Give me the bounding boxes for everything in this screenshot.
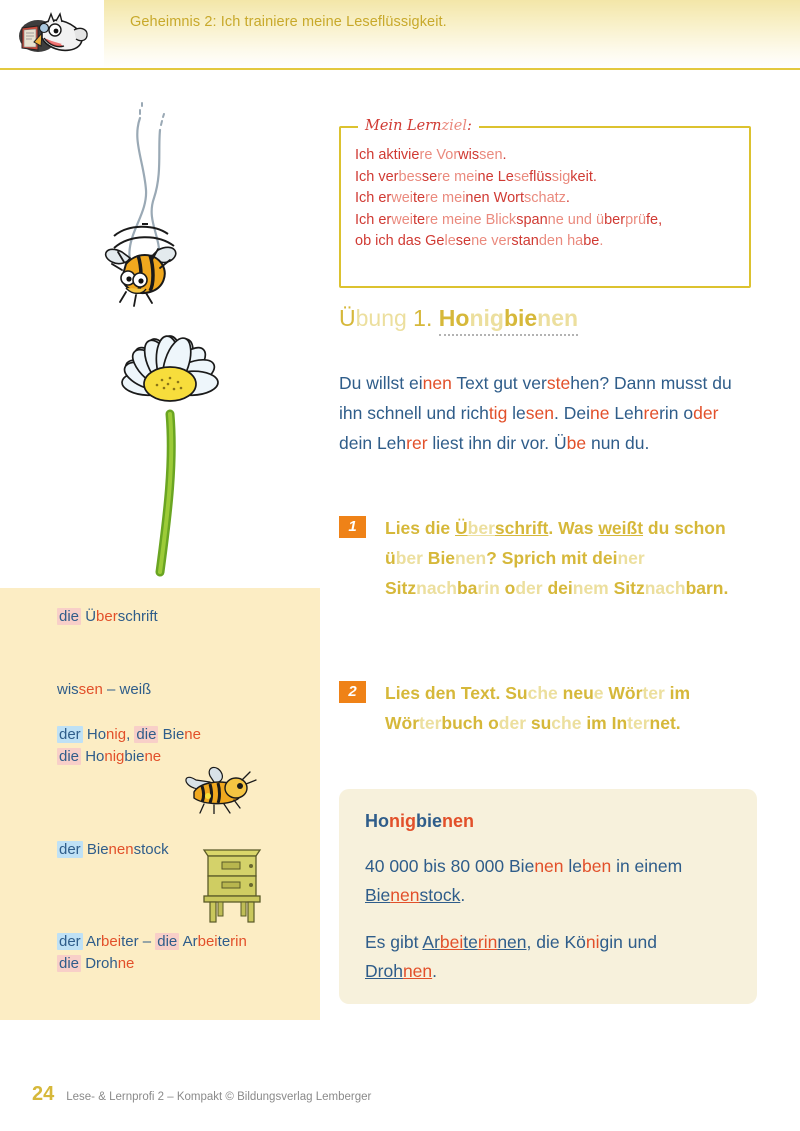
text-syllable: ne	[117, 955, 135, 972]
text-syllable: nen	[108, 841, 134, 858]
text-syllable: der	[498, 713, 526, 733]
text-syllable: stock	[419, 885, 461, 905]
text-syllable: der	[515, 578, 543, 598]
daisy-flower-illustration	[82, 322, 262, 584]
text-syllable: Es gibt	[365, 932, 423, 952]
text-syllable: tig	[488, 403, 508, 423]
text-syllable: .	[460, 885, 466, 905]
text-syllable: 1.	[406, 305, 439, 331]
text-syllable: nen	[422, 373, 452, 393]
text-syllable: stock	[133, 841, 169, 858]
text-syllable: schatz	[524, 190, 566, 206]
text-syllable: te	[413, 190, 426, 206]
text-syllable: ter –	[121, 933, 156, 950]
intro-paragraph	[339, 368, 744, 458]
text-syllable: – weiß	[102, 681, 152, 698]
vocabulary-entry	[57, 955, 134, 972]
text-syllable: nen	[455, 548, 487, 568]
text-syllable: .	[432, 961, 438, 981]
text-syllable: sen	[525, 403, 554, 423]
text-syllable: die	[59, 748, 80, 765]
learning-goal-line	[355, 145, 745, 167]
text-syllable: Ho	[81, 748, 105, 765]
text-syllable: ne	[589, 403, 610, 423]
text-syllable: nen	[497, 932, 527, 952]
page-footer	[32, 1083, 371, 1106]
flying-bee-illustration	[92, 92, 252, 320]
text-syllable: nach	[416, 578, 457, 598]
text-syllable: nen	[442, 811, 475, 831]
text-syllable: ne	[144, 748, 162, 765]
text-syllable: Lies die	[385, 518, 456, 538]
text-syllable: se	[455, 233, 472, 249]
mouse-reading-mascot-icon	[8, 6, 96, 62]
text-syllable: ? Sprich mit dei	[486, 548, 618, 568]
text-syllable: sen	[479, 147, 503, 163]
text-syllable: gin und	[599, 932, 657, 952]
vocabulary-panel	[0, 588, 320, 1020]
text-syllable: re Vor	[419, 147, 459, 163]
footer-copyright: Lese- & Lernprofi 2 – Kompakt © Bildungsverlag Lemberger	[66, 1091, 372, 1103]
text-syllable: der	[693, 403, 719, 423]
text-syllable: Ü	[455, 518, 468, 538]
text-syllable: bung	[355, 305, 407, 331]
learning-goal-line	[355, 210, 745, 232]
vocabulary-entry	[57, 681, 151, 698]
text-syllable: ber	[96, 608, 118, 625]
text-syllable: Ho	[82, 726, 107, 743]
text-syllable: Ich ver	[355, 168, 399, 185]
text-syllable: Ho	[438, 305, 470, 331]
text-syllable: rer	[406, 433, 428, 453]
text-syllable: Sitz	[608, 578, 645, 598]
text-syllable: Sitz	[385, 578, 417, 598]
mascot-illustration-box	[0, 0, 104, 68]
text-syllable: e	[593, 683, 604, 703]
vocabulary-entry	[57, 726, 201, 743]
learning-goal-line	[355, 188, 745, 210]
vocabulary-entry	[57, 841, 169, 858]
text-syllable: te	[463, 932, 478, 952]
text-syllable: wei	[391, 211, 414, 228]
text-syllable: buch o	[441, 713, 499, 733]
task-item-2	[339, 678, 749, 738]
text-syllable: ben	[582, 856, 612, 876]
text-syllable: che	[551, 713, 582, 733]
text-syllable: bes	[398, 168, 422, 185]
text-syllable: keit.	[570, 168, 597, 185]
exercise-heading	[339, 305, 578, 332]
text-syllable: se	[421, 168, 438, 185]
text-syllable: net.	[649, 713, 681, 733]
text-syllable: Droh	[81, 955, 118, 972]
text-syllable: Bie	[365, 885, 391, 905]
text-syllable: ne und ü	[547, 211, 605, 228]
text-syllable: ner	[617, 548, 645, 568]
text-syllable: nach	[644, 578, 686, 598]
text-syllable: bei	[101, 933, 122, 950]
text-syllable: be	[566, 433, 587, 453]
text-syllable: nen Wort	[465, 190, 524, 206]
task-number-badge-1: 1	[339, 516, 366, 538]
text-syllable: Ho	[365, 811, 389, 831]
text-syllable: .	[502, 147, 507, 163]
text-syllable: :	[467, 118, 472, 134]
task-text-1	[385, 513, 749, 603]
text-syllable: die	[59, 955, 80, 972]
reading-text-body	[365, 852, 731, 986]
vocabulary-entry	[57, 608, 158, 625]
text-syllable: re mei	[437, 168, 478, 185]
text-syllable: ber	[604, 211, 626, 228]
text-syllable: barn.	[685, 578, 729, 598]
text-syllable: le	[563, 856, 582, 876]
text-syllable: sig	[551, 168, 571, 185]
text-syllable: im In	[581, 713, 628, 733]
exercise-number-label	[339, 305, 439, 331]
text-syllable: nem	[572, 578, 609, 598]
text-syllable: stan	[511, 233, 539, 249]
text-syllable: wis	[57, 681, 79, 698]
text-syllable: Ich er	[355, 190, 392, 206]
text-syllable: nun du.	[586, 433, 650, 453]
text-syllable: nig	[104, 748, 125, 765]
text-syllable: weißt	[598, 518, 644, 538]
text-syllable: re	[643, 403, 660, 423]
text-syllable: Wör	[603, 683, 643, 703]
text-syllable: su	[526, 713, 552, 733]
text-syllable: nig	[469, 305, 504, 331]
text-syllable: . Was	[548, 518, 599, 538]
text-syllable: bie	[416, 811, 443, 831]
text-syllable: te	[217, 933, 231, 950]
text-syllable: Ü	[339, 305, 356, 331]
text-syllable: ob ich das Ge	[355, 233, 445, 249]
text-syllable: wis	[458, 147, 480, 163]
text-syllable: ba	[456, 578, 478, 598]
text-syllable: bie	[503, 305, 538, 331]
vocabulary-entry	[57, 933, 247, 950]
text-syllable: rin	[477, 932, 498, 952]
beehive-illustration	[196, 838, 268, 924]
text-syllable: Ich aktivie	[355, 147, 420, 163]
task-text-2	[385, 678, 749, 738]
text-syllable: ,	[126, 726, 135, 743]
text-syllable: ni	[585, 932, 600, 952]
text-syllable: re mei	[425, 190, 466, 206]
text-syllable: den ha	[538, 233, 584, 249]
text-syllable: te	[413, 211, 426, 228]
text-syllable: ziel	[441, 118, 467, 134]
text-syllable: span	[516, 211, 548, 228]
text-syllable: o	[499, 578, 516, 598]
text-syllable: nen	[537, 305, 579, 331]
text-syllable: bei	[197, 933, 218, 950]
learning-goal-list	[355, 145, 745, 253]
text-syllable: Leh	[609, 403, 644, 423]
bee-illustration	[180, 762, 262, 814]
text-syllable: ter	[419, 713, 442, 733]
text-syllable: bei	[439, 932, 464, 952]
page-header	[0, 0, 800, 70]
text-syllable: Bie	[158, 726, 185, 743]
text-syllable: fe,	[646, 211, 663, 228]
text-syllable: die	[59, 608, 80, 625]
text-syllable: Lies den Text. Su	[385, 683, 528, 703]
text-syllable: nem	[648, 856, 683, 876]
text-syllable: .	[565, 190, 570, 206]
text-syllable: le	[444, 233, 456, 249]
text-syllable: ter	[642, 683, 665, 703]
text-syllable: rin	[477, 578, 500, 598]
text-syllable: der	[59, 726, 81, 743]
learning-goal-label	[358, 118, 479, 134]
text-syllable: .	[599, 233, 604, 249]
text-syllable: nig	[389, 811, 416, 831]
text-syllable: bie	[124, 748, 145, 765]
text-syllable: Ich er	[355, 211, 392, 228]
text-syllable: wei	[391, 190, 414, 206]
task-number-badge-2: 2	[339, 681, 366, 703]
text-syllable: Ar	[179, 933, 198, 950]
text-syllable: hen? Dann musst du ihn schnell und rich	[339, 373, 732, 423]
vocabulary-entry	[57, 748, 161, 765]
reading-text-card	[339, 789, 757, 1004]
text-syllable: Bie	[82, 841, 109, 858]
text-syllable: 40 000 bis 80 000 Bie	[365, 856, 535, 876]
text-syllable: Bie	[422, 548, 456, 568]
text-syllable: ber	[395, 548, 423, 568]
text-syllable: nen	[390, 885, 420, 905]
text-syllable: dein Leh	[339, 433, 407, 453]
text-syllable: im Wör	[385, 683, 691, 733]
text-syllable: schrift	[494, 518, 549, 538]
text-syllable: ste	[546, 373, 571, 393]
text-syllable: liest ihn dir vor. Ü	[427, 433, 567, 453]
text-syllable: re meine Blick	[425, 211, 517, 228]
text-syllable: rin	[230, 933, 247, 950]
text-syllable: neu	[557, 683, 594, 703]
text-syllable: se	[513, 168, 530, 185]
text-syllable: prü	[625, 211, 647, 228]
learning-goal-line	[355, 167, 745, 189]
text-syllable: der	[59, 841, 81, 858]
text-syllable: Mein Lern	[365, 118, 442, 134]
text-syllable: du schon ü	[385, 518, 726, 568]
text-syllable: be	[583, 233, 600, 249]
text-syllable: dei	[542, 578, 573, 598]
learning-goal-line	[355, 231, 745, 253]
exercise-topic-word	[439, 305, 578, 336]
text-syllable: sen	[78, 681, 103, 698]
text-syllable: Ar	[422, 932, 440, 952]
text-syllable: rin o	[659, 403, 694, 423]
text-syllable: Ü	[81, 608, 97, 625]
text-syllable: , die Kö	[526, 932, 586, 952]
reading-text-paragraph	[365, 852, 731, 910]
text-syllable: nen	[534, 856, 564, 876]
text-syllable: Text gut ver	[451, 373, 547, 393]
text-syllable: nen	[402, 961, 433, 981]
text-syllable: . Dei	[554, 403, 590, 423]
page-number: 24	[32, 1083, 55, 1105]
text-syllable: ne ver	[471, 233, 512, 249]
text-syllable: der	[59, 933, 81, 950]
text-syllable: ne Le	[477, 168, 514, 185]
text-syllable: ber	[467, 518, 495, 538]
text-syllable: nig	[106, 726, 127, 743]
text-syllable: Ar	[82, 933, 102, 950]
header-title: Geheimnis 2: Ich trainiere meine Leseflüssigkeit.	[130, 14, 447, 30]
reading-text-title	[365, 811, 731, 832]
text-syllable: che	[527, 683, 558, 703]
text-syllable: schrift	[117, 608, 158, 625]
text-syllable: Droh	[365, 961, 403, 981]
text-syllable: ne	[184, 726, 201, 743]
text-syllable: le	[507, 403, 526, 423]
text-syllable: flüs	[529, 168, 552, 185]
text-syllable: Du willst ei	[339, 373, 423, 393]
task-item-1	[339, 513, 749, 603]
text-syllable: ter	[627, 713, 650, 733]
text-syllable: die	[136, 726, 157, 743]
text-syllable: in ei	[611, 856, 649, 876]
reading-text-paragraph	[365, 928, 731, 986]
text-syllable: die	[157, 933, 178, 950]
